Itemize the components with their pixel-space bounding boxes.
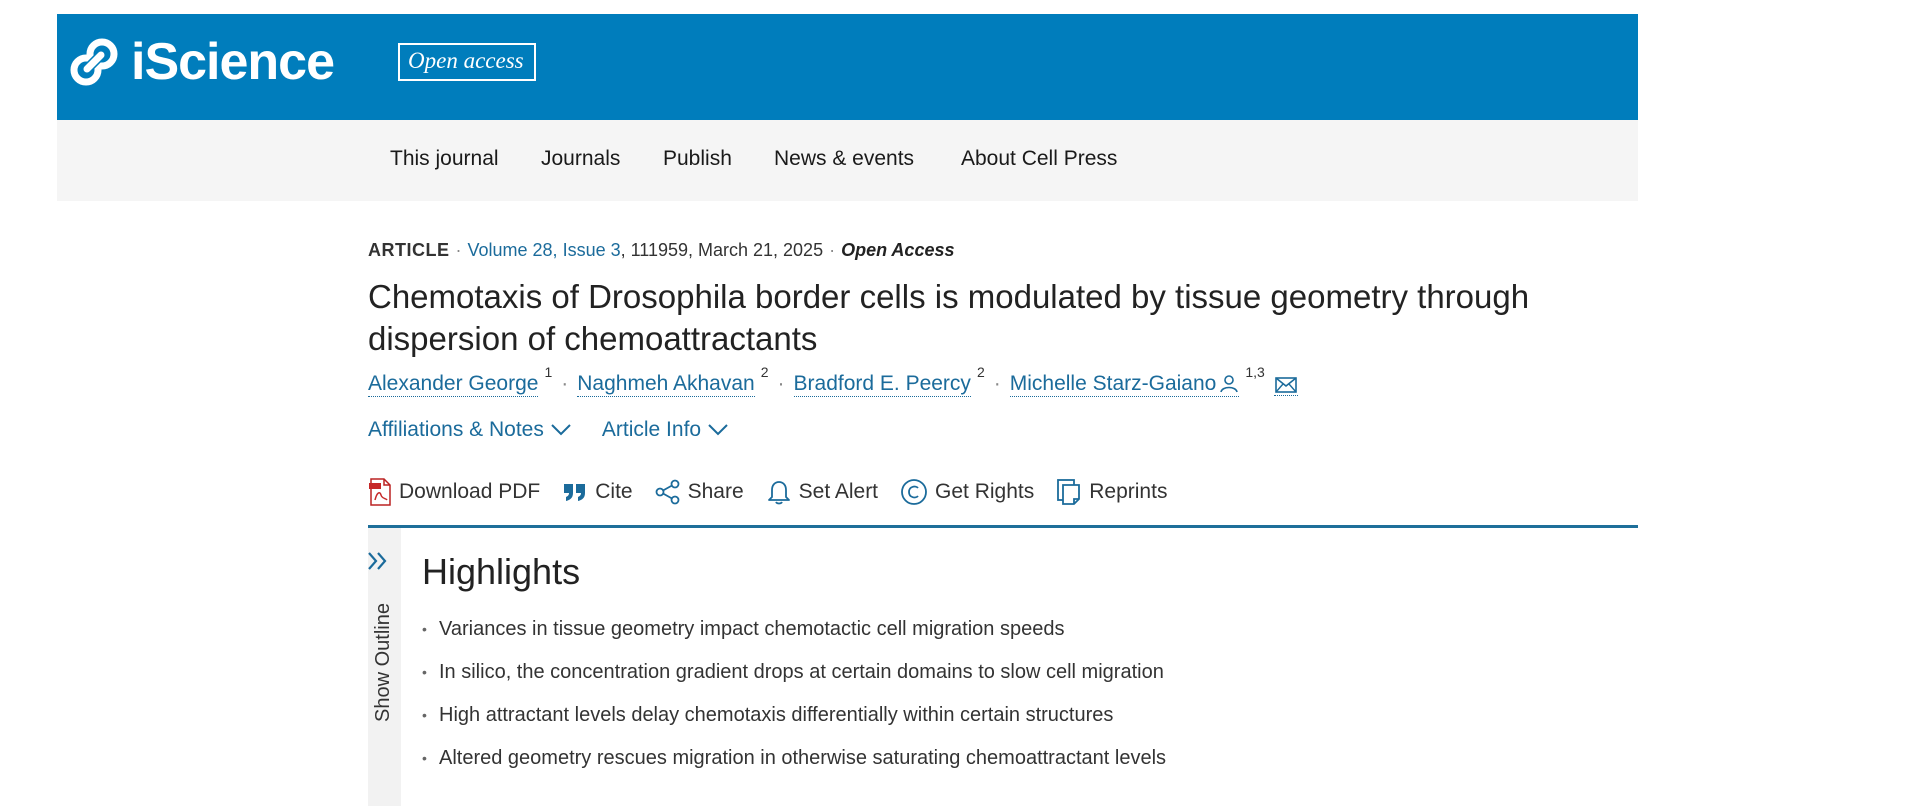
list-item: [422, 747, 1166, 790]
action-label: Set Alert: [798, 480, 879, 503]
pdf-icon: [368, 478, 392, 506]
nav-about-cell-press[interactable]: About Cell Press: [961, 147, 1118, 170]
author-affiliation: 2: [760, 364, 769, 380]
author-separator: ·: [561, 372, 569, 395]
reprints-icon: [1056, 478, 1082, 506]
journal-header: [57, 14, 1638, 120]
author-link[interactable]: Alexander George: [368, 372, 539, 395]
person-icon: [1219, 374, 1239, 394]
highlight-text: High attractant levels delay chemotaxis differentially within certain structures: [439, 704, 1114, 726]
nav-news-events[interactable]: News & events: [774, 147, 915, 170]
list-item: [422, 704, 1166, 747]
nav-this-journal[interactable]: This journal: [390, 147, 499, 170]
affiliations-notes-toggle[interactable]: [368, 418, 572, 442]
toggle-label: Affiliations & Notes: [368, 418, 544, 441]
article-meta: [368, 240, 954, 261]
highlights-list: [422, 618, 1166, 790]
highlight-text: In silico, the concentration gradient drops at certain domains to slow cell migration: [439, 661, 1164, 683]
action-label: Get Rights: [935, 480, 1035, 503]
cite-button[interactable]: [562, 478, 632, 506]
reprints-button[interactable]: [1056, 478, 1167, 506]
toggle-label: Article Info: [601, 418, 702, 441]
share-button[interactable]: [655, 478, 744, 506]
highlight-text: Variances in tissue geometry impact chemotactic cell migration speeds: [439, 618, 1065, 640]
article-type: ARTICLE: [368, 240, 450, 260]
open-access-label: Open Access: [841, 240, 955, 260]
cell-press-logo-icon: [69, 37, 119, 87]
bullet: •: [422, 750, 427, 766]
author-list: [368, 364, 1298, 397]
share-icon: [655, 479, 681, 505]
nav-journals[interactable]: Journals: [541, 147, 621, 170]
action-label: Reprints: [1089, 480, 1168, 503]
bullet: •: [422, 707, 427, 723]
highlights-heading: Highlights: [422, 551, 581, 592]
author-affiliation: 1,3: [1245, 364, 1265, 380]
article-citation: , 111959, March 21, 2025: [620, 240, 824, 260]
nav-publish[interactable]: Publish: [663, 147, 732, 170]
article-title: Chemotaxis of Drosophila border cells is modulated by tissue geometry through dispersion of chemoattractants: [368, 278, 1530, 357]
author-affiliation: 2: [976, 364, 985, 380]
main-nav: [57, 120, 1638, 201]
get-rights-button[interactable]: [900, 478, 1034, 506]
list-item: [422, 661, 1166, 704]
envelope-icon[interactable]: [1274, 375, 1298, 396]
journal-name: iScience: [131, 33, 335, 91]
author-affiliation: 1: [544, 364, 553, 380]
article-info-toggle[interactable]: [602, 418, 729, 442]
bell-icon: [766, 479, 792, 505]
download-pdf-button[interactable]: [368, 478, 540, 506]
open-access-badge: Open access: [398, 43, 536, 81]
chevron-down-icon: [550, 423, 572, 437]
author-link[interactable]: Bradford E. Peercy: [793, 372, 971, 395]
volume-issue-link[interactable]: Volume 28, Issue 3: [467, 240, 621, 260]
highlight-text: Altered geometry rescues migration in otherwise saturating chemoattractant levels: [439, 747, 1167, 769]
action-label: Share: [687, 480, 744, 503]
bullet: •: [422, 664, 427, 680]
meta-separator: ·: [455, 240, 462, 260]
corresponding-author-link[interactable]: [1010, 372, 1240, 397]
show-outline-button[interactable]: Show Outline: [372, 603, 394, 722]
set-alert-button[interactable]: [766, 478, 878, 506]
double-chevron-right-icon[interactable]: [366, 550, 390, 572]
action-label: Download PDF: [399, 480, 541, 503]
author-link[interactable]: Naghmeh Akhavan: [577, 372, 755, 395]
author-name: Michelle Starz-Gaiano: [1009, 372, 1217, 395]
author-separator: ·: [993, 372, 1001, 395]
quote-icon: [562, 481, 588, 503]
article-toggles: [368, 418, 729, 442]
list-item: [422, 618, 1166, 661]
meta-separator: ·: [829, 240, 836, 260]
chevron-down-icon: [707, 423, 729, 437]
article-actions: [368, 478, 1167, 506]
iscience-logo[interactable]: [69, 32, 334, 92]
action-label: Cite: [595, 480, 633, 503]
bullet: •: [422, 621, 427, 637]
actions-divider: [368, 525, 1638, 528]
copyright-icon: [900, 478, 928, 506]
author-separator: ·: [777, 372, 785, 395]
